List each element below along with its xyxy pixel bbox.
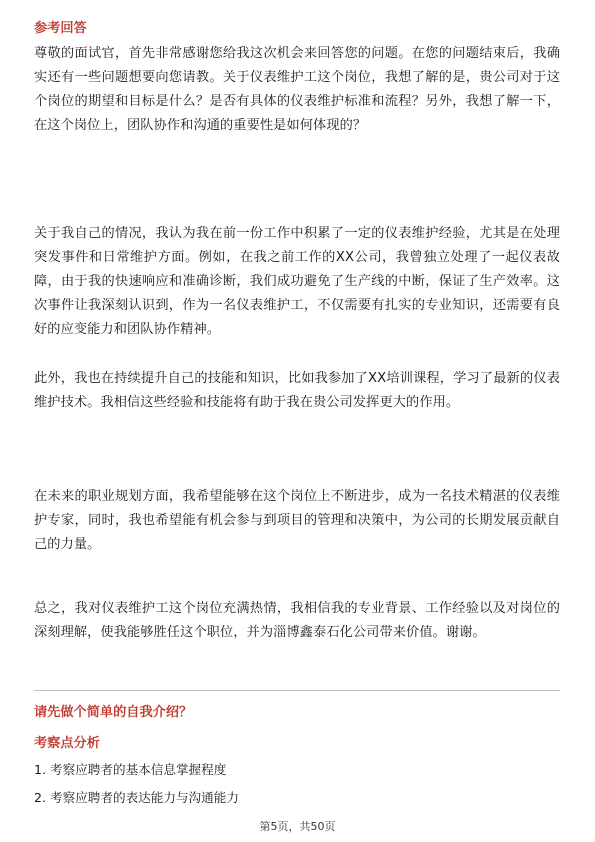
answer-heading: 参考回答 [34,21,87,36]
analysis-point-1: 1. 考察应聘者的基本信息掌握程度 [34,762,227,777]
answer-paragraph-4: 在未来的职业规划方面，我希望能够在这个岗位上不断进步，成为一名技术精湛的仪表维护专家，同时，我也希望能有机会参与到项目的管理和决策中，为公司的长期发展贡献自己的力量。 [34,489,560,552]
section-divider [34,690,560,691]
answer-paragraph-3: 此外，我也在持续提升自己的技能和知识，比如我参加了XX培训课程，学习了最新的仪表维护技术。我相信这些经验和技能将有助于我在贵公司发挥更大的作用。 [34,371,560,410]
answer-paragraph-1: 尊敬的面试官，首先非常感谢您给我这次机会来回答您的问题。在您的问题结束后，我确实还有一些问题想要向您请教。关于仪表维护工这个岗位，我想了解的是，贵公司对于这个岗位的期望和目标是什么？是否有具体的仪表维护标准和流程？另外，我想了解一下，在这个岗位上，团队协作和沟通的重要性是如何体现的？ [34,46,560,133]
answer-paragraph-5: 总之，我对仪表维护工这个岗位充满热情，我相信我的专业背景、工作经验以及对岗位的深刻理解，使我能够胜任这个职位，并为淄博鑫泰石化公司带来价值。谢谢。 [34,601,560,640]
analysis-heading: 考察点分析 [34,736,100,751]
analysis-point-2: 2. 考察应聘者的表达能力与沟通能力 [34,790,239,805]
page-number: 第5页，共50页 [259,820,336,833]
question-title: 请先做个简单的自我介绍？ [34,705,193,720]
answer-paragraph-2: 关于我自己的情况，我认为我在前一份工作中积累了一定的仪表维护经验，尤其是在处理突发事件和日常维护方面。例如，在我之前工作的XX公司，我曾独立处理了一起仪表故障，由于我的快速响应和准确诊断，我们成功避免了生产线的中断，保证了生产效率。这次事件让我深刻认识到，作为一名仪表维护工，不仅需要有扎实的专业知识，还需要有良好的应变能力和团队协作精神。 [34,226,560,337]
